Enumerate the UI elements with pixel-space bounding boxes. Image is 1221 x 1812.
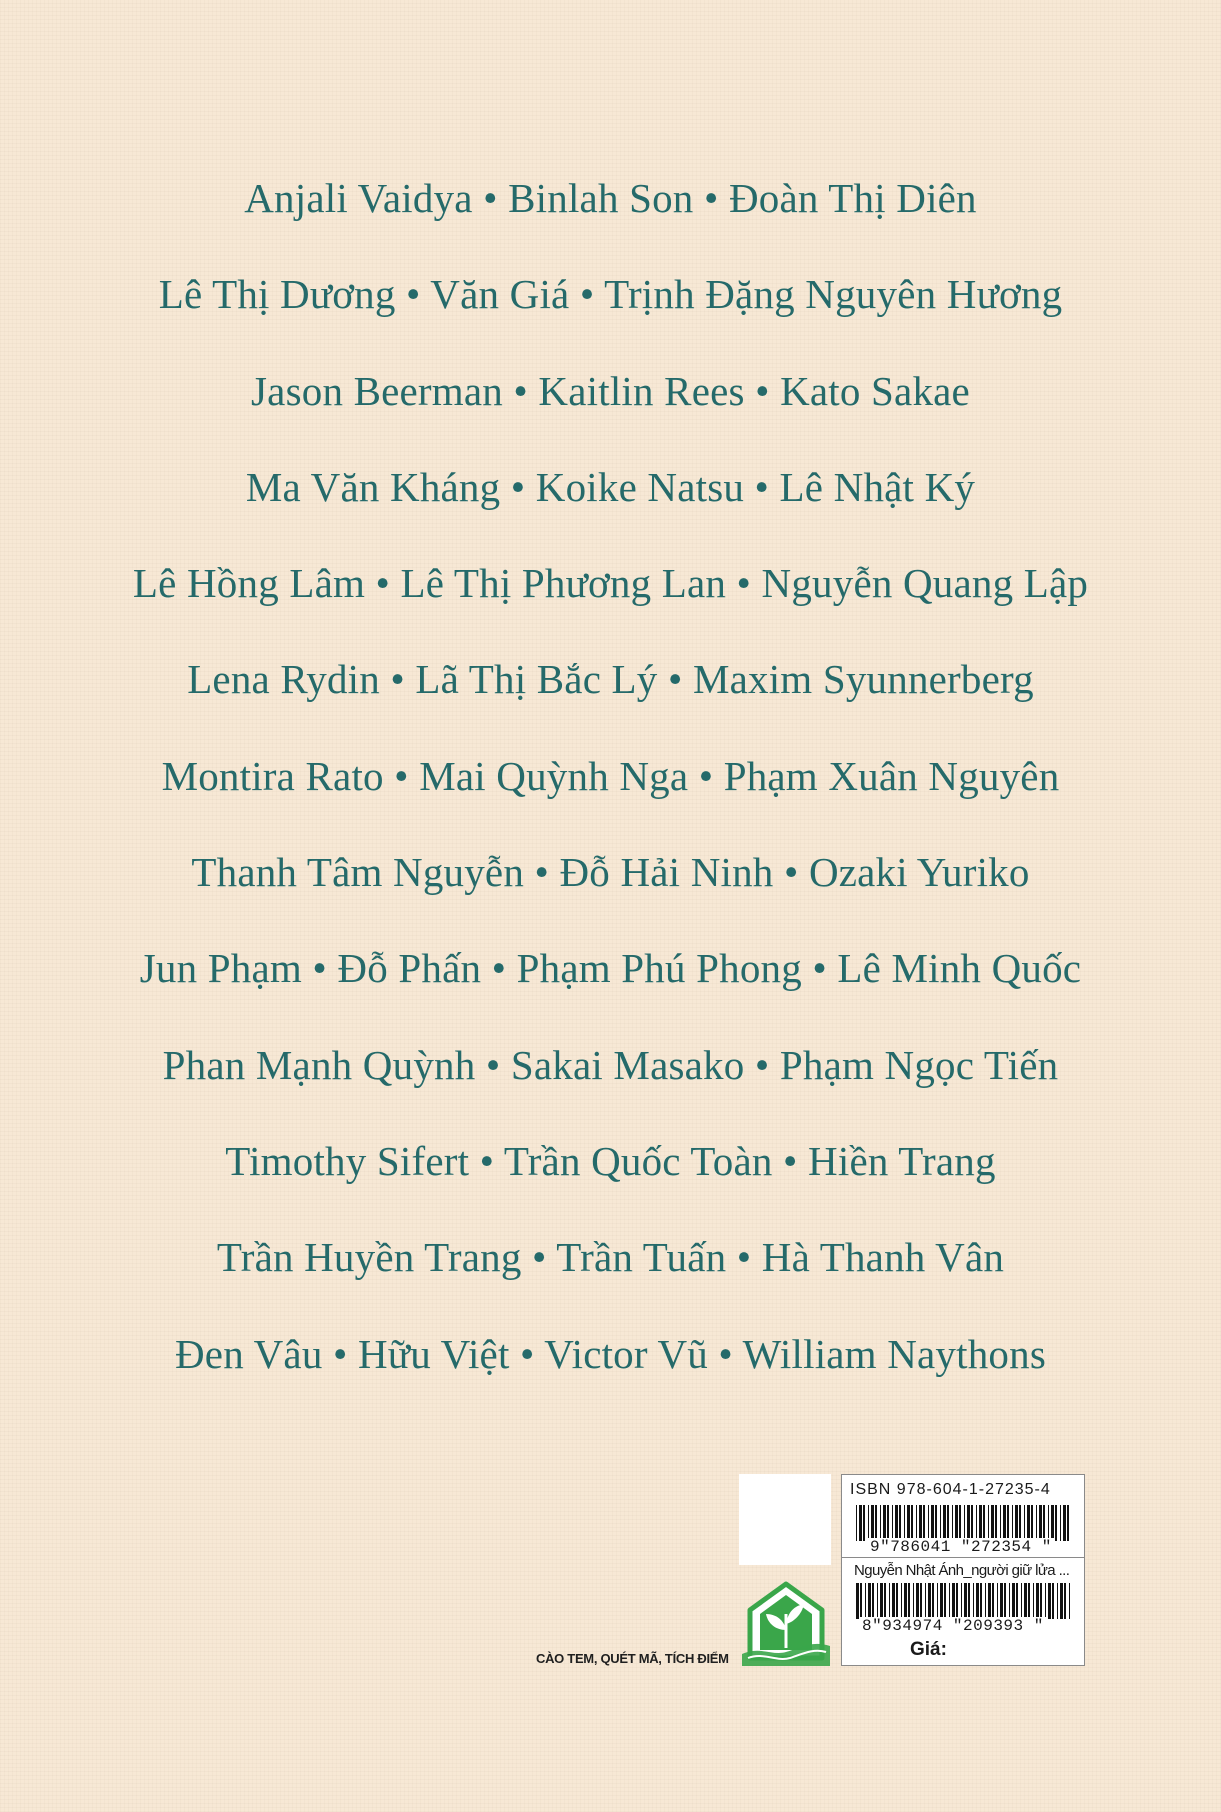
contributor-line: Trần Huyền Trang • Trần Tuấn • Hà Thanh Vân bbox=[216, 1234, 1005, 1281]
contributor-line: Montira Rato • Mai Quỳnh Nga • Phạm Xuân Nguyên bbox=[161, 752, 1060, 799]
barcode-sticker bbox=[841, 1474, 1085, 1666]
product-name: Nguyễn Nhật Ánh_người giữ lửa ... bbox=[854, 1562, 1070, 1579]
contributor-line: Ma Văn Kháng • Koike Natsu • Lê Nhật Ký bbox=[245, 463, 976, 510]
contributor-line: Timothy Sifert • Trần Quốc Toàn • Hiền Trang bbox=[225, 1137, 996, 1184]
blank-sticker bbox=[739, 1474, 831, 1565]
contributor-line: Anjali Vaidya • Binlah Son • Đoàn Thị Diên bbox=[244, 175, 977, 221]
contributor-line: Jun Phạm • Đỗ Phấn • Phạm Phú Phong • Lê Minh Quốc bbox=[139, 945, 1082, 992]
price-label: Giá: bbox=[910, 1639, 947, 1660]
contributor-line: Lê Hồng Lâm • Lê Thị Phương Lan • Nguyễn Quang Lập bbox=[132, 560, 1089, 607]
sticker-divider bbox=[842, 1557, 1084, 1558]
contributor-line: Lena Rydin • Lã Thị Bắc Lý • Maxim Syunnerberg bbox=[187, 656, 1034, 703]
contributor-line: Đen Vâu • Hữu Việt • Victor Vũ • William Naythons bbox=[175, 1330, 1046, 1377]
contributor-line: Lê Thị Dương • Văn Giá • Trịnh Đặng Nguyên Hương bbox=[158, 271, 1063, 318]
contributor-line: Thanh Tâm Nguyễn • Đỗ Hải Ninh • Ozaki Yuriko bbox=[191, 849, 1030, 896]
contributor-line: Phan Mạnh Quỳnh • Sakai Masako • Phạm Ngọc Tiến bbox=[162, 1041, 1059, 1088]
house-leaf-logo-icon bbox=[736, 1578, 836, 1670]
contributor-list bbox=[0, 158, 1221, 1410]
contributor-line: Jason Beerman • Kaitlin Rees • Kato Sakae bbox=[251, 367, 970, 414]
isbn-barcode bbox=[854, 1505, 1076, 1541]
product-barcode bbox=[854, 1583, 1076, 1619]
loyalty-text: CÀO TEM, QUÉT MÃ, TÍCH ĐIỂM bbox=[536, 1651, 729, 1666]
product-code: 8"934974 "209393 " bbox=[862, 1617, 1044, 1635]
isbn-code: 9"786041 "272354 " bbox=[870, 1538, 1052, 1556]
isbn-label: ISBN 978-604-1-27235-4 bbox=[850, 1481, 1051, 1498]
